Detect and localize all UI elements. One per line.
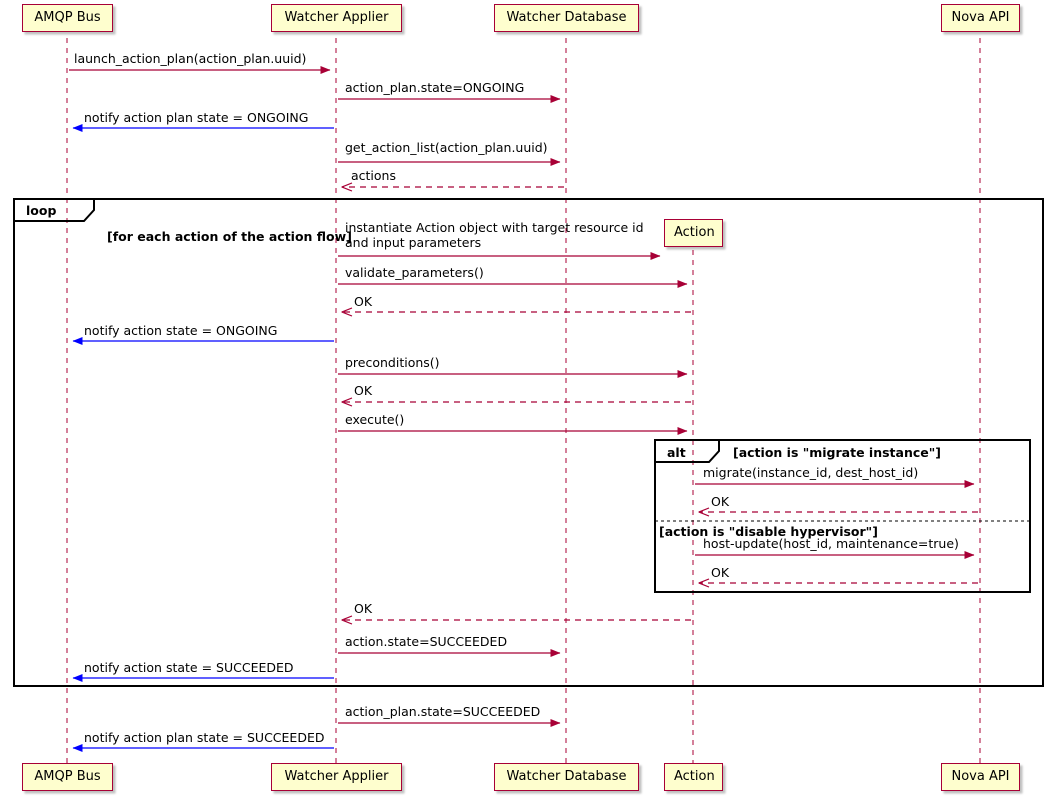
participant-label: AMQP Bus [34,769,101,784]
participant-label: Watcher Database [506,769,627,784]
participant-action-bottom[interactable] [664,763,723,791]
message-label-m4: get_action_list(action_plan.uuid) [345,140,548,155]
message-label-m1: launch_action_plan(action_plan.uuid) [74,51,307,66]
participant-nova-api-bottom[interactable] [941,763,1020,791]
participant-amqp-bus-bottom[interactable] [22,763,113,791]
message-label-m5: actions [351,168,396,183]
alt-frame-else-condition: [action is "disable hypervisor"] [659,524,878,539]
message-label-m12: execute() [345,412,405,427]
participant-watcher-database-top[interactable] [494,4,639,32]
message-label-m21: notify action plan state = SUCCEEDED [84,730,325,745]
loop-frame-condition: [for each action of the action flow] [107,229,352,244]
participant-watcher-database-bottom[interactable] [494,763,639,791]
participant-label: Watcher Applier [284,769,389,784]
message-label-m2: action_plan.state=ONGOING [345,80,525,95]
message-label-m6: instantiate Action object with target resource id and input parameters [345,220,644,250]
participant-amqp-bus-top[interactable] [22,4,113,32]
message-label-m15: host-update(host_id, maintenance=true) [703,536,959,551]
loop-frame-shape [14,199,1043,686]
message-label-m8: OK [354,294,373,309]
message-label-m7: validate_parameters() [345,265,484,280]
participant-watcher-applier-bottom[interactable] [271,763,402,791]
participant-label: Watcher Applier [284,10,389,25]
participant-label: Watcher Database [506,10,627,25]
message-label-m18: action.state=SUCCEEDED [345,634,508,649]
message-label-m14: OK [711,494,730,509]
message-arrows [69,70,978,748]
participant-label: AMQP Bus [34,10,101,25]
message-label-m19: notify action state = SUCCEEDED [84,660,294,675]
participant-label: Action [674,225,715,240]
participant-watcher-applier-top[interactable] [271,4,402,32]
participant-action-created[interactable] [664,219,723,247]
loop-frame-label: loop [26,203,57,218]
participant-label: Nova API [951,10,1010,25]
participant-nova-api-top[interactable] [941,4,1020,32]
participant-label: Action [674,769,715,784]
message-label-m20: action_plan.state=SUCCEEDED [345,704,541,719]
message-label-m17: OK [354,601,373,616]
message-label-m9: notify action state = ONGOING [84,323,278,338]
participant-label: Nova API [951,769,1010,784]
alt-frame-condition: [action is "migrate instance"] [733,445,941,460]
message-label-m16: OK [711,565,730,580]
alt-frame-label: alt [667,445,686,460]
message-label-m3: notify action plan state = ONGOING [84,110,309,125]
message-label-m13: migrate(instance_id, dest_host_id) [703,465,919,480]
message-label-m10: preconditions() [345,355,440,370]
message-label-m11: OK [354,383,373,398]
